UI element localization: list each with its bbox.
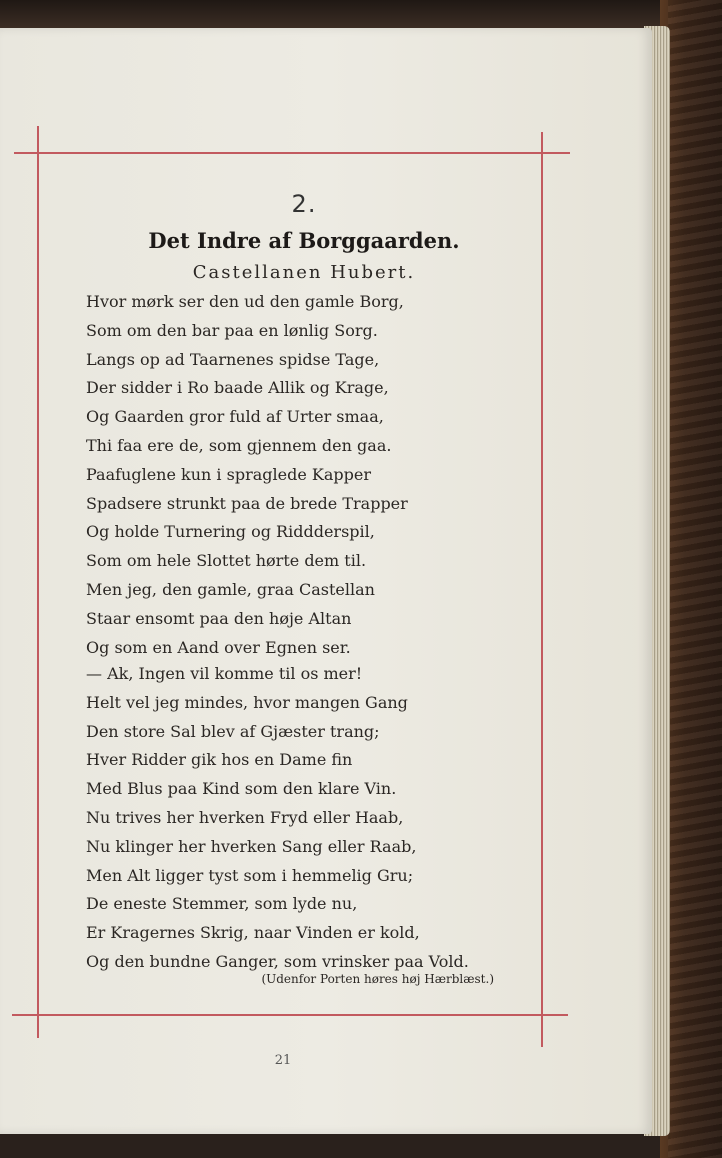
verse-line: De eneste Stemmer, som lyde nu, <box>86 894 358 914</box>
verse-line: Som om den bar paa en lønlig Sorg. <box>86 320 378 340</box>
verse-line: Og Gaarden gror fuld af Urter smaa, <box>86 407 384 427</box>
verse-line: Og som en Aand over Egnen ser. <box>86 637 351 657</box>
verse-line: Den store Sal blev af Gjæster trang; <box>86 721 380 741</box>
frame-rule-top <box>14 152 570 154</box>
verse-line: Hver Ridder gik hos en Dame fin <box>86 750 353 770</box>
book-page <box>0 28 652 1134</box>
verse-line: Men jeg, den gamle, graa Castellan <box>86 579 375 599</box>
verse-line: Som om hele Slottet hørte dem til. <box>86 551 367 571</box>
verse-line: Er Kragernes Skrig, naar Vinden er kold, <box>86 923 420 943</box>
verse-line: Der sidder i Ro baade Allik og Krage, <box>86 378 389 398</box>
verse-line: Paafuglene kun i spraglede Kapper <box>86 464 371 484</box>
verse-line: Staar ensomt paa den høje Altan <box>86 608 352 628</box>
verse-line: — Ak, Ingen vil komme til os mer! <box>86 664 363 683</box>
stanza-1 <box>86 288 526 662</box>
book-top-edge <box>0 0 722 28</box>
verse-line: Hvor mørk ser den ud den gamle Borg, <box>86 292 404 311</box>
verse-line: Thi faa ere de, som gjennem den gaa. <box>86 435 392 455</box>
verse-line: Og den bundne Ganger, som vrinsker paa Vold. <box>86 951 469 971</box>
verse-line: Med Blus paa Kind som den klare Vin. <box>86 779 397 799</box>
stage-direction: (Udenfor Porten høres høj Hærblæst.) <box>261 972 494 986</box>
verse-line: Nu trives her hverken Fryd eller Haab, <box>86 807 404 827</box>
verse-line: Nu klinger her hverken Sang eller Raab, <box>86 836 417 856</box>
leather-texture <box>668 0 722 1158</box>
chapter-number: 2. <box>291 190 317 218</box>
frame-rule-left <box>37 126 39 1038</box>
frame-rule-bottom <box>12 1014 568 1016</box>
stanza-2 <box>86 660 526 977</box>
verse-line: Men Alt ligger tyst som i hemmelig Gru; <box>86 865 414 885</box>
frame-rule-right <box>541 132 543 1047</box>
verse-line: Helt vel jeg mindes, hvor mangen Gang <box>86 692 408 712</box>
speaker-name: Castellanen Hubert. <box>192 262 416 283</box>
verse-line: Langs op ad Taarnenes spidse Tage, <box>86 349 380 369</box>
page-number: 21 <box>274 1053 292 1068</box>
chapter-title: Det Indre af Borggaarden. <box>148 228 460 253</box>
verse-line: Spadsere strunkt paa de brede Trapper <box>86 493 408 513</box>
verse-line: Og holde Turnering og Riddderspil, <box>86 522 375 542</box>
